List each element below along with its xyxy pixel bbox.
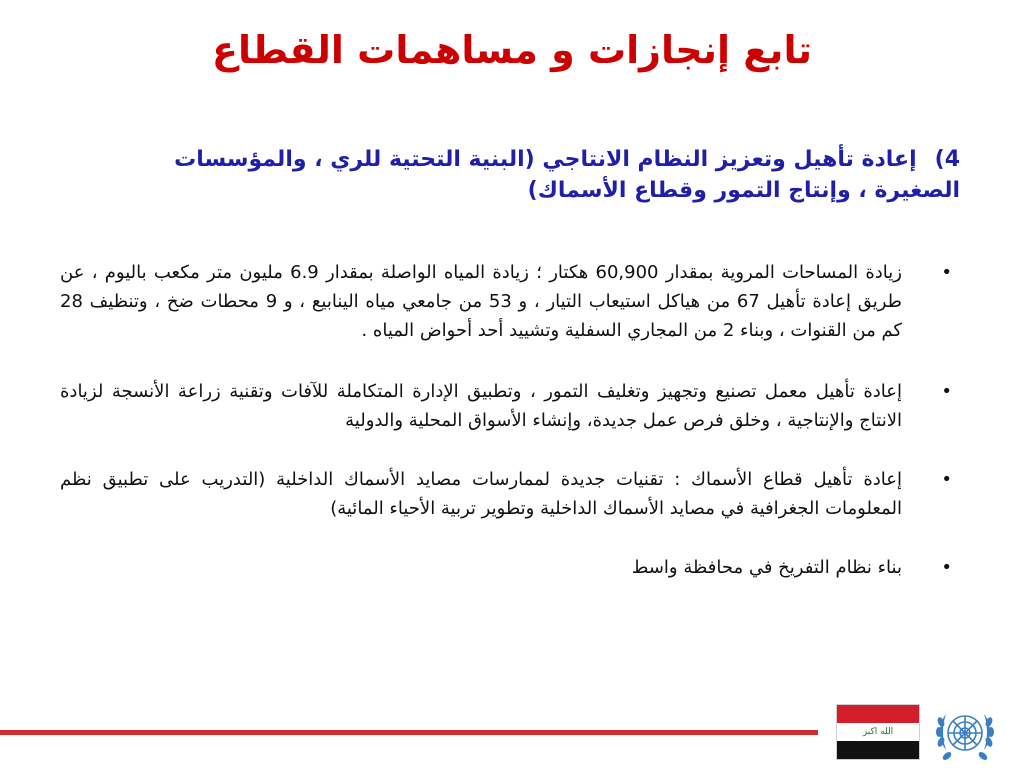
slide-title: تابع إنجازات و مساهمات القطاع (212, 28, 812, 72)
bullet-item-irrigation: • زيادة المساحات المروية بمقدار 60,900 هكتار ؛ زيادة المياه الواصلة بمقدار 6.9 مليون متر مكعب باليوم ، عن طريق إعادة تأهيل 67 من هياكل استيعاب التيار ، و 53 من جامعي مياه الينابيع ، و 9 محطات ضخ ، وتنظيف 28 كم من القنوات ، وبناء 2 من المجاري السفلية وتشييد أحد أحواض المياه . (60, 258, 960, 345)
bullet-item-fisheries: • إعادة تأهيل قطاع الأسماك : تقنيات جديدة لممارسات مصايد الأسماك الداخلية (التدريب على تطبيق نظم المعلومات الجغرافية في مصايد الأسماك الداخلية وتطوير تربية الأحياء المائية) (60, 465, 960, 523)
flag-inscription: الله اكبر (862, 726, 894, 737)
bullet-item-hatchery: • بناء نظام التفريخ في محافظة واسط (60, 553, 960, 582)
bullet-item-dates: • إعادة تأهيل معمل تصنيع وتجهيز وتغليف التمور ، وتطبيق الإدارة المتكاملة للآفات وتقنية زراعة الأنسجة لزيادة الانتاج والإنتاجية ، وخلق فرص عمل جديدة، وإنشاء الأسواق المحلية والدولية (60, 377, 960, 435)
un-emblem-icon (932, 700, 998, 766)
bullet-list (60, 258, 960, 582)
footer-divider (0, 730, 818, 735)
section-heading (130, 144, 960, 206)
section-heading-text: إعادة تأهيل وتعزيز النظام الانتاجي (البنية التحتية للري ، والمؤسسات الصغيرة ، وإنتاج التمور وقطاع الأسماك) (174, 147, 960, 203)
section-number: 4) (934, 147, 960, 172)
iraq-flag-icon (836, 704, 920, 760)
